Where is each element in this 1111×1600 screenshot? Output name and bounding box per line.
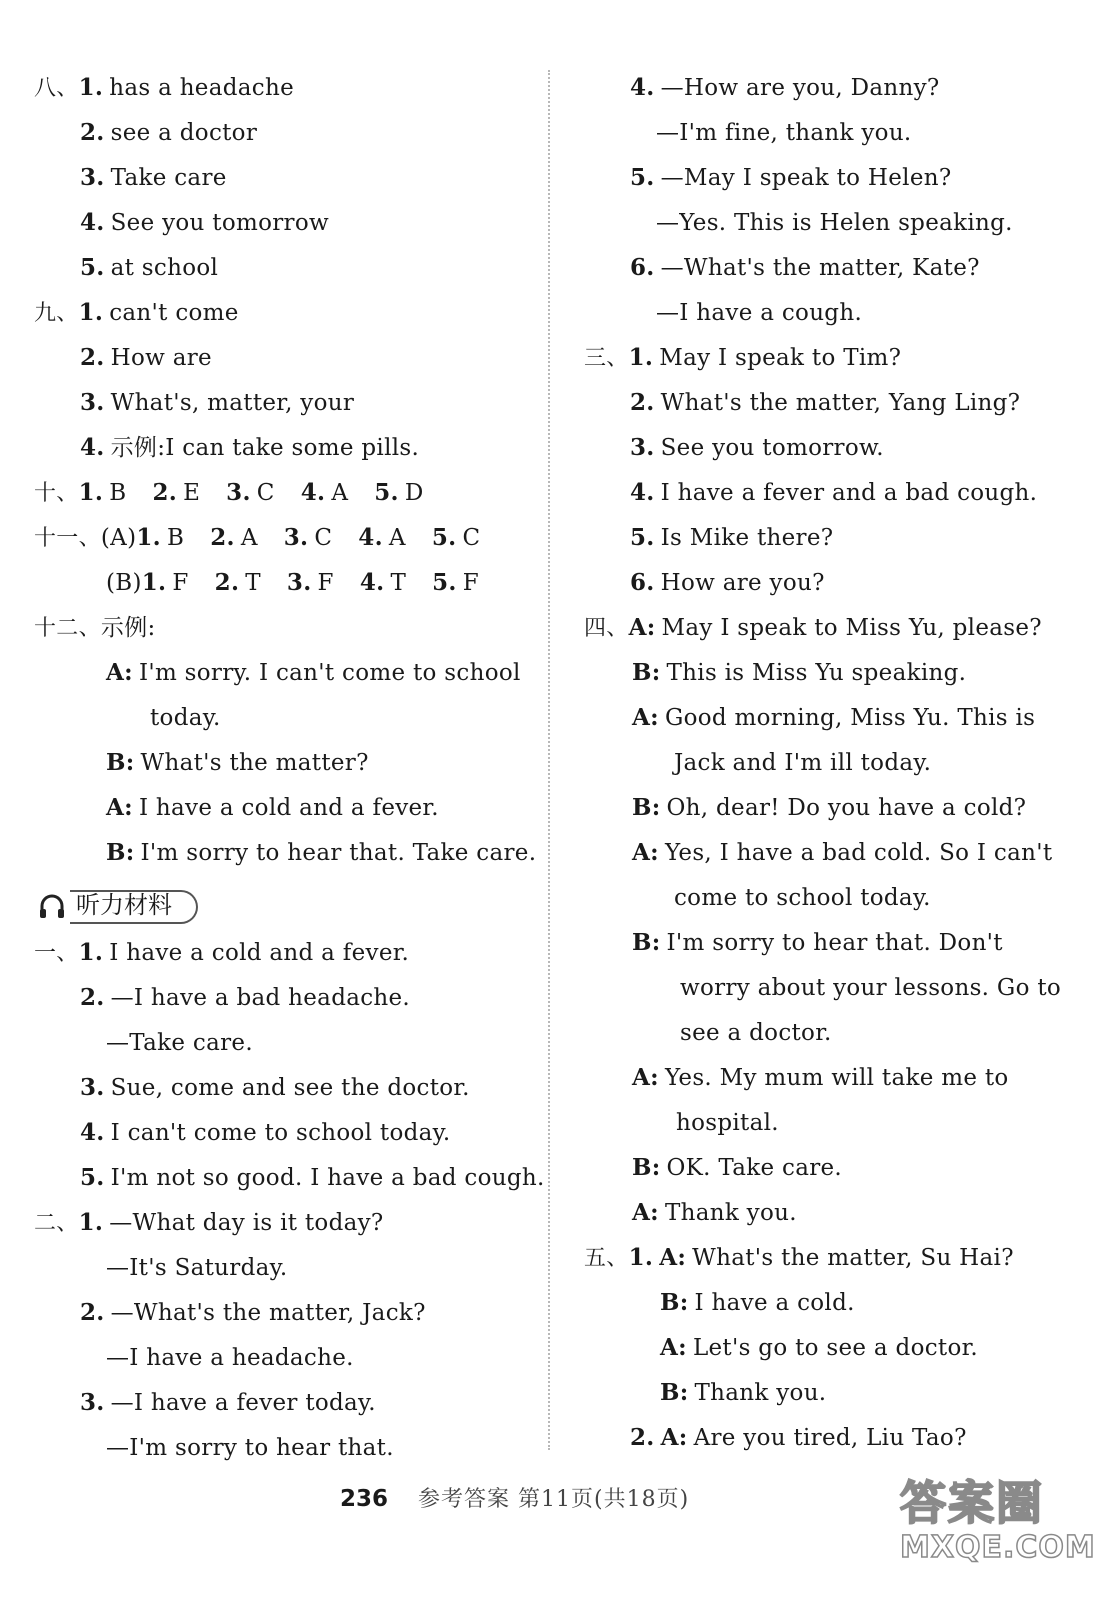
- listening-2-item: —It's Saturday.: [106, 1255, 288, 1281]
- listening-3-item: 4. I have a fever and a bad cough.: [630, 479, 1038, 506]
- section-number: 一、: [34, 941, 79, 966]
- section-12-title: 十二、示例:: [34, 615, 156, 641]
- section-number: 九、: [34, 301, 79, 326]
- listening-materials-label: [34, 888, 204, 924]
- watermark-url: MXQE.COM: [900, 1530, 1096, 1565]
- section-8-item-1: 八、1. has a headache: [34, 74, 294, 101]
- listening-2-item: —I'm sorry to hear that.: [106, 1435, 394, 1461]
- dialogue-line: B: What's the matter?: [106, 749, 369, 776]
- listening-2-item: 3. —I have a fever today.: [80, 1389, 376, 1416]
- listening-2-item: 5. —May I speak to Helen?: [630, 164, 952, 191]
- listening-3-item: 3. See you tomorrow.: [630, 434, 884, 461]
- listening-2-item: 2. —What's the matter, Jack?: [80, 1299, 426, 1326]
- dialogue-line: B: This is Miss Yu speaking.: [632, 659, 967, 686]
- section-9-item-1: 九、1. can't come: [34, 299, 239, 326]
- listening-1-item: 5. I'm not so good. I have a bad cough.: [80, 1164, 545, 1191]
- dialogue-line: A: Thank you.: [632, 1199, 797, 1226]
- section-10-answers: 十、1. B 2. E 3. C 4. A 5. D: [34, 479, 424, 506]
- section-8-item-4: 4. See you tomorrow: [80, 209, 329, 236]
- listening-2-item: —I have a headache.: [106, 1345, 354, 1371]
- section-9-item-3: 3. What's, matter, your: [80, 389, 355, 416]
- listening-1-item: 3. Sue, come and see the doctor.: [80, 1074, 470, 1101]
- page-footer: [340, 1484, 689, 1515]
- dialogue-line: 四、A: May I speak to Miss Yu, please?: [584, 614, 1042, 641]
- listening-2-item: 6. —What's the matter, Kate?: [630, 254, 980, 281]
- dialogue-line: Jack and I'm ill today.: [674, 750, 932, 776]
- listening-label-text: 听力材料: [76, 891, 172, 919]
- dialogue-line: A: Yes. My mum will take me to: [632, 1064, 1009, 1091]
- listening-2-item: 二、1. —What day is it today?: [34, 1209, 384, 1236]
- listening-3-item: 三、1. May I speak to Tim?: [584, 344, 902, 371]
- dialogue-line: A: Yes, I have a bad cold. So I can't: [632, 839, 1053, 866]
- dialogue-line: A: I have a cold and a fever.: [106, 794, 439, 821]
- section-8-item-5: 5. at school: [80, 254, 219, 281]
- listening-2-item: —I'm fine, thank you.: [656, 120, 912, 146]
- dialogue-line: B: Oh, dear! Do you have a cold?: [632, 794, 1027, 821]
- dialogue-line: today.: [150, 705, 221, 731]
- listening-2-item: —Yes. This is Helen speaking.: [656, 210, 1013, 236]
- listening-1-item: —Take care.: [106, 1030, 253, 1056]
- section-number: 五、: [584, 1246, 629, 1271]
- section-number: 八、: [34, 76, 79, 101]
- dialogue-line: A: I'm sorry. I can't come to school: [106, 659, 521, 686]
- section-8-item-3: 3. Take care: [80, 164, 227, 191]
- section-number: 二、: [34, 1211, 79, 1236]
- listening-3-item: 6. How are you?: [630, 569, 825, 596]
- listening-2-item: 4. —How are you, Danny?: [630, 74, 940, 101]
- section-number: 十一、: [34, 526, 101, 551]
- dialogue-line: come to school today.: [674, 885, 931, 911]
- column-divider: [548, 70, 550, 1450]
- listening-1-item: 2. —I have a bad headache.: [80, 984, 411, 1011]
- section-number: 十二、: [34, 616, 101, 641]
- dialogue-line: see a doctor.: [680, 1020, 832, 1046]
- dialogue-line: A: Let's go to see a doctor.: [660, 1334, 978, 1361]
- watermark-text: 答案圈: [900, 1476, 1044, 1530]
- dialogue-line: B: I'm sorry to hear that. Don't: [632, 929, 1003, 956]
- section-9-item-2: 2. How are: [80, 344, 212, 371]
- dialogue-line: B: I'm sorry to hear that. Take care.: [106, 839, 537, 866]
- section-11-part-a: 十一、(A)1. B 2. A 3. C 4. A 5. C: [34, 524, 481, 551]
- dialogue-line: A: Good morning, Miss Yu. This is: [632, 704, 1036, 731]
- section-number: 三、: [584, 346, 629, 371]
- section-8-item-2: 2. see a doctor: [80, 119, 258, 146]
- dialogue-line: B: OK. Take care.: [632, 1154, 843, 1181]
- listening-1-item: 4. I can't come to school today.: [80, 1119, 451, 1146]
- dialogue-line: B: I have a cold.: [660, 1289, 855, 1316]
- headphones-icon: [36, 891, 68, 923]
- dialogue-line: hospital.: [676, 1110, 779, 1136]
- section-number: 十、: [34, 481, 79, 506]
- dialogue-line: 五、1. A: What's the matter, Su Hai?: [584, 1244, 1014, 1271]
- footer-caption: 参考答案 第11页(共18页): [418, 1487, 690, 1512]
- dialogue-line: 2. A: Are you tired, Liu Tao?: [630, 1424, 967, 1451]
- listening-2-item: —I have a cough.: [656, 300, 863, 326]
- listening-3-item: 2. What's the matter, Yang Ling?: [630, 389, 1021, 416]
- section-number: 四、: [584, 616, 629, 641]
- dialogue-line: B: Thank you.: [660, 1379, 827, 1406]
- listening-1-item: 一、1. I have a cold and a fever.: [34, 939, 410, 966]
- page-number: 236: [340, 1486, 389, 1512]
- section-11-part-b: (B)1. F 2. T 3. F 4. T 5. F: [106, 569, 479, 596]
- watermark-logo: [900, 1478, 1096, 1588]
- dialogue-line: worry about your lessons. Go to: [680, 975, 1062, 1001]
- section-9-item-4: 4. 示例:I can take some pills.: [80, 434, 420, 461]
- listening-3-item: 5. Is Mike there?: [630, 524, 834, 551]
